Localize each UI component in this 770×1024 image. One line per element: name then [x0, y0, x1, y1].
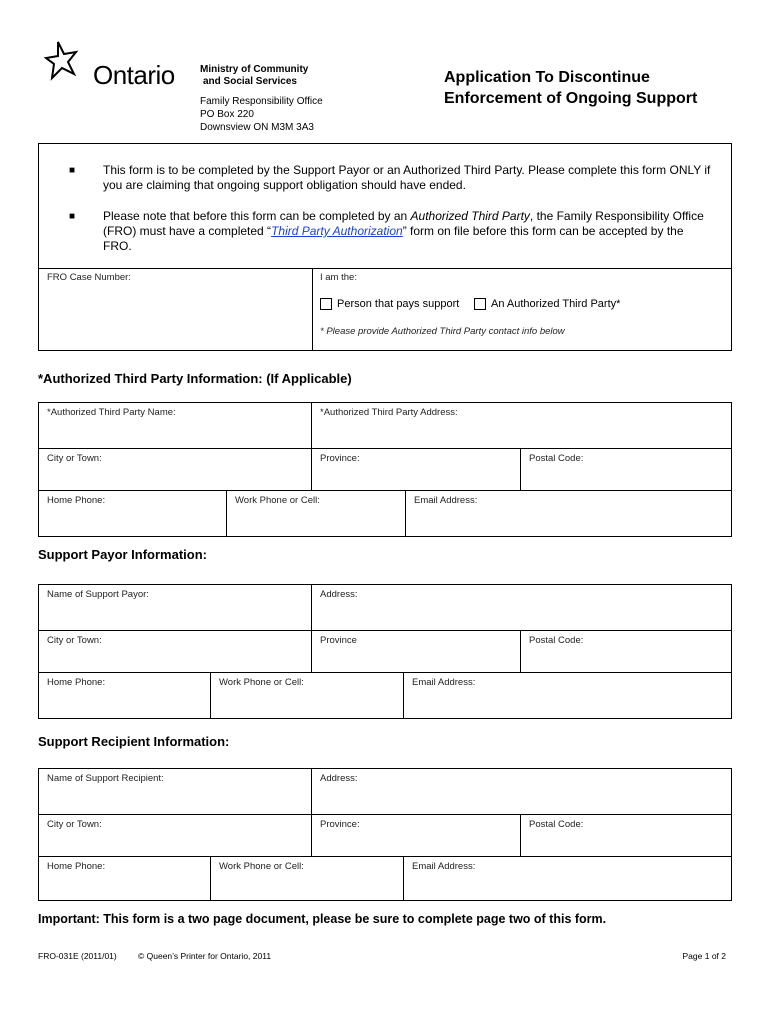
- payor-grid: [38, 584, 732, 719]
- ontario-wordmark: Ontario: [93, 60, 175, 90]
- third-party-city-field[interactable]: City or Town:: [39, 449, 312, 491]
- recipient-home-phone-field[interactable]: Home Phone:: [39, 857, 211, 900]
- bullet-icon: ■: [69, 211, 76, 222]
- third-party-work-phone-field[interactable]: Work Phone or Cell:: [227, 491, 406, 536]
- copyright: © Queen’s Printer for Ontario, 2011: [138, 951, 272, 961]
- third-party-address-field[interactable]: *Authorized Third Party Address:: [312, 403, 731, 449]
- third-party-note: * Please provide Authorized Third Party contact info below: [320, 326, 565, 337]
- option-third-party[interactable]: An Authorized Third Party*: [474, 298, 620, 310]
- payor-postal-field[interactable]: Postal Code:: [521, 631, 731, 673]
- form-id: FRO-031E (2011/01): [38, 951, 117, 961]
- payor-home-phone-field[interactable]: Home Phone:: [39, 673, 211, 718]
- recipient-heading: Support Recipient Information:: [38, 734, 230, 749]
- bullet-icon: ■: [69, 165, 76, 176]
- payor-province-field[interactable]: Province: [312, 631, 521, 673]
- third-party-heading: *Authorized Third Party Information: (If Applicable): [38, 371, 352, 386]
- third-party-grid: [38, 402, 732, 537]
- payor-checkbox[interactable]: [320, 298, 332, 310]
- payor-name-field[interactable]: Name of Support Payor:: [39, 585, 312, 631]
- instructions-box: [38, 143, 732, 351]
- third-party-home-phone-field[interactable]: Home Phone:: [39, 491, 227, 536]
- i-am-label: I am the:: [320, 272, 357, 283]
- recipient-email-field[interactable]: Email Address:: [412, 861, 476, 872]
- recipient-name-field[interactable]: Name of Support Recipient:: [39, 769, 312, 815]
- payor-email-field[interactable]: Email Address:: [412, 677, 476, 688]
- third-party-province-field[interactable]: Province:: [312, 449, 521, 491]
- payor-work-phone-field[interactable]: Work Phone or Cell:: [211, 673, 404, 718]
- fro-case-number-field[interactable]: [40, 284, 310, 348]
- third-party-checkbox[interactable]: [474, 298, 486, 310]
- form-title: Application To Discontinue Enforcement of Ongoing Support: [444, 69, 698, 107]
- third-party-name-field[interactable]: *Authorized Third Party Name:: [39, 403, 312, 449]
- third-party-email-field[interactable]: Email Address:: [414, 495, 478, 506]
- payor-address-field[interactable]: Address:: [312, 585, 731, 631]
- recipient-address-field[interactable]: Address:: [312, 769, 731, 815]
- third-party-authorization-link[interactable]: Third Party Authorization: [271, 224, 403, 238]
- recipient-grid: [38, 768, 732, 901]
- payor-city-field[interactable]: City or Town:: [39, 631, 312, 673]
- recipient-city-field[interactable]: City or Town:: [39, 815, 312, 857]
- page-number: Page 1 of 2: [682, 951, 726, 961]
- fro-case-number-label: FRO Case Number:: [47, 272, 131, 283]
- instruction-1: This form is to be completed by the Support Payor or an Authorized Third Party. Please complete this form ONLY if you are claiming that ongoing support obligation should have ended.: [103, 163, 711, 192]
- office-address: Family Responsibility Office PO Box 220 Downsview ON M3M 3A3: [200, 96, 323, 133]
- option-payor[interactable]: Person that pays support: [320, 298, 459, 310]
- instruction-2: Please note that before this form can be completed by an Authorized Third Party, the Family Responsibility Office (FRO) must have a completed “Third Party Authorization” form on file before this form can be accepted by the FRO.: [103, 209, 704, 253]
- recipient-work-phone-field[interactable]: Work Phone or Cell:: [211, 857, 404, 900]
- payor-heading: Support Payor Information:: [38, 547, 207, 562]
- ministry-name: Ministry of Community and Social Services: [200, 64, 309, 87]
- recipient-postal-field[interactable]: Postal Code:: [521, 815, 731, 857]
- important-note: Important: This form is a two page document, please be sure to complete page two of this form.: [38, 912, 607, 926]
- recipient-province-field[interactable]: Province:: [312, 815, 521, 857]
- third-party-postal-field[interactable]: Postal Code:: [521, 449, 731, 491]
